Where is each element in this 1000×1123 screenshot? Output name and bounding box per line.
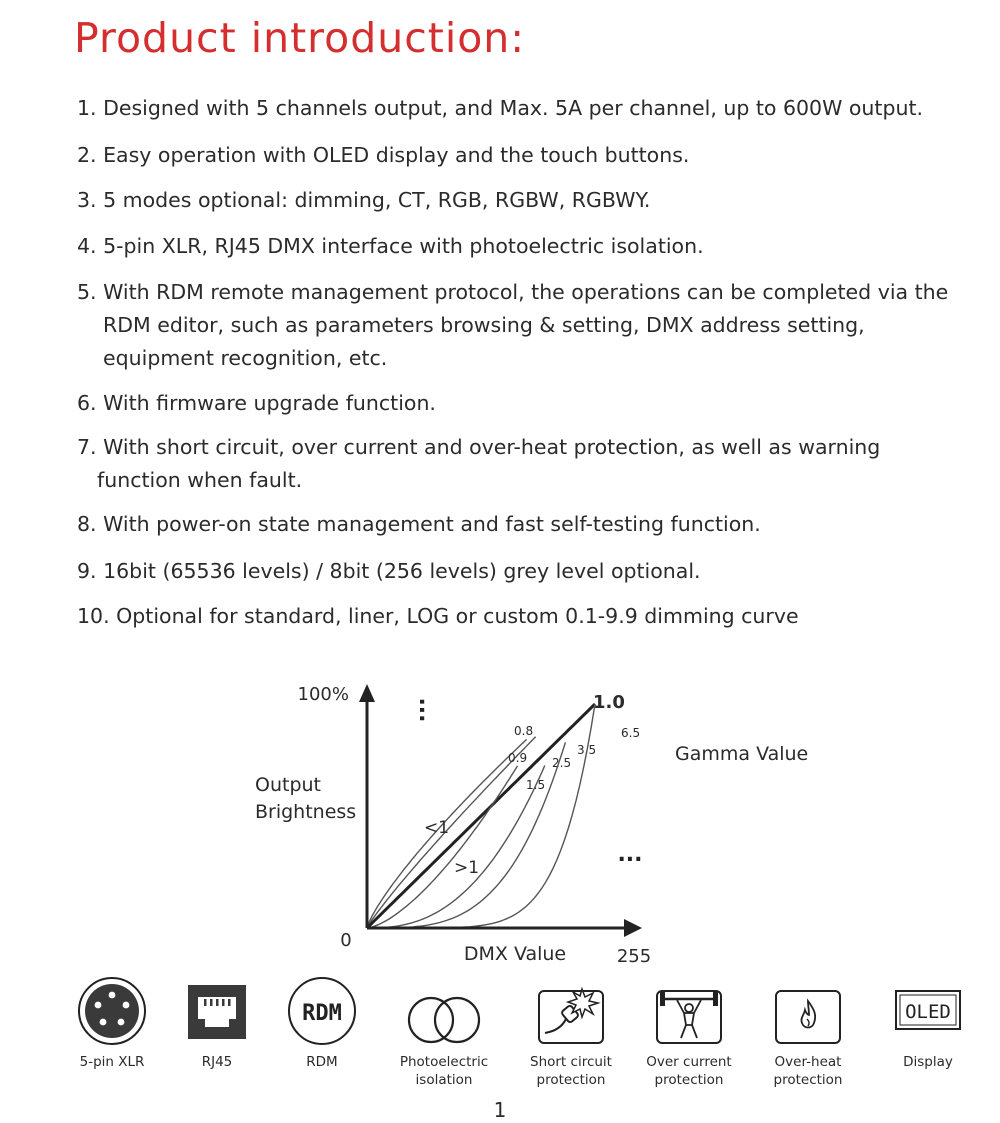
gamma-label-1.5: 1.5 — [526, 778, 546, 792]
feature-text-continued: RDM editor, such as parameters browsing & setting, DMX address setting, — [103, 313, 865, 337]
gamma-label-0.8: 0.8 — [514, 724, 534, 738]
icon-xlr — [52, 975, 172, 1071]
feature-item — [77, 600, 799, 633]
feature-number: 10. — [77, 604, 110, 628]
region-label-above-one: >1 — [454, 858, 480, 878]
icon-display — [868, 975, 988, 1071]
short-circuit-spark-icon — [535, 975, 607, 1047]
oled-badge-text: OLED — [905, 1001, 951, 1023]
ellipsis-horizontal: ... — [617, 842, 643, 867]
feature-text: With firmware upgrade function. — [103, 391, 436, 415]
y-max-label: 100% — [297, 684, 349, 705]
page-title: Product introduction: — [74, 14, 526, 62]
feature-number: 6. — [77, 391, 97, 415]
feature-item — [77, 555, 701, 588]
gamma-curve-1.0 — [367, 704, 595, 928]
icon-rj45 — [157, 975, 277, 1071]
feature-number: 2. — [77, 143, 97, 167]
icon-label: 5-pin XLR — [79, 1054, 145, 1070]
feature-icon-row — [0, 975, 1000, 1095]
feature-text: With RDM remote management protocol, the operations can be completed via the — [103, 280, 949, 304]
x-min-label: 0 — [340, 930, 352, 951]
icon-label: RDM — [306, 1054, 338, 1070]
y-axis-arrow — [359, 684, 375, 702]
gamma-label-6.5: 6.5 — [621, 726, 641, 740]
icon-label: Short circuit protection — [530, 1054, 612, 1088]
feature-item — [77, 387, 436, 420]
feature-item — [77, 184, 650, 217]
feature-text: Designed with 5 channels output, and Max. 5A per channel, up to 600W output. — [103, 96, 924, 120]
ellipsis-vertical: ... — [414, 697, 439, 723]
icon-short-circuit — [511, 975, 631, 1089]
feature-item — [77, 230, 704, 263]
y-axis-title-line1: Output — [255, 774, 321, 796]
feature-number: 4. — [77, 234, 97, 258]
feature-item — [77, 508, 761, 541]
feature-text: 16bit (65536 levels) / 8bit (256 levels) grey level optional. — [103, 559, 701, 583]
feature-text-continued: equipment recognition, etc. — [103, 346, 388, 370]
gamma-curve-plot — [0, 640, 1000, 970]
feature-item — [77, 431, 880, 497]
x-axis-title: DMX Value — [463, 943, 567, 965]
gamma-label-0.9: 0.9 — [508, 751, 528, 765]
legend-title: Gamma Value — [675, 743, 809, 765]
rj45-port-icon — [181, 975, 253, 1047]
feature-item — [77, 92, 923, 125]
feature-text: Optional for standard, liner, LOG or custom 0.1-9.9 dimming curve — [116, 604, 799, 628]
x-axis-arrow — [624, 919, 642, 937]
icon-over-current — [629, 975, 749, 1089]
feature-text: 5 modes optional: dimming, CT, RGB, RGBW, RGBWY. — [103, 188, 651, 212]
feature-item — [77, 139, 689, 172]
oled-display-icon — [892, 975, 964, 1047]
feature-number: 3. — [77, 188, 97, 212]
rdm-protocol-icon — [286, 975, 358, 1047]
gamma-label-3.5: 3.5 — [577, 743, 597, 757]
photoelectric-isolation-icon — [399, 975, 489, 1047]
icon-label: Photoelectric isolation — [399, 1054, 489, 1088]
icon-label: Display — [903, 1054, 953, 1070]
icon-over-heat — [748, 975, 868, 1089]
icon-label: Over-heat protection — [773, 1054, 843, 1088]
feature-text-continued: function when fault. — [97, 468, 303, 492]
gamma-label-2.5: 2.5 — [552, 756, 572, 770]
rdm-badge-text: RDM — [302, 1001, 342, 1026]
x-max-label: 255 — [616, 946, 652, 967]
feature-number: 7. — [77, 435, 97, 459]
gamma-curve-chart — [0, 640, 1000, 970]
curve-group — [367, 692, 643, 928]
feature-text: Easy operation with OLED display and the touch buttons. — [103, 143, 690, 167]
feature-number: 8. — [77, 512, 97, 536]
gamma-curve-1.5 — [367, 766, 518, 928]
feature-text: With short circuit, over current and over-heat protection, as well as warning — [103, 435, 881, 459]
over-heat-flame-icon — [772, 975, 844, 1047]
icon-label: Over current protection — [646, 1054, 732, 1088]
gamma-label-1.0: 1.0 — [593, 692, 625, 713]
page-number: 1 — [493, 1098, 507, 1122]
icon-rdm — [262, 975, 382, 1071]
xlr-connector-icon — [76, 975, 148, 1047]
region-label-below-one: <1 — [424, 818, 450, 838]
feature-number: 5. — [77, 280, 97, 304]
feature-text: 5-pin XLR, RJ45 DMX interface with photoelectric isolation. — [103, 234, 704, 258]
over-current-weightlifter-icon — [653, 975, 725, 1047]
icon-photoelectric — [384, 975, 504, 1089]
feature-number: 1. — [77, 96, 97, 120]
feature-text: With power-on state management and fast self-testing function. — [103, 512, 761, 536]
y-axis-title-line2: Brightness — [255, 801, 357, 823]
icon-label: RJ45 — [201, 1054, 233, 1070]
feature-item — [77, 276, 948, 375]
feature-number: 9. — [77, 559, 97, 583]
